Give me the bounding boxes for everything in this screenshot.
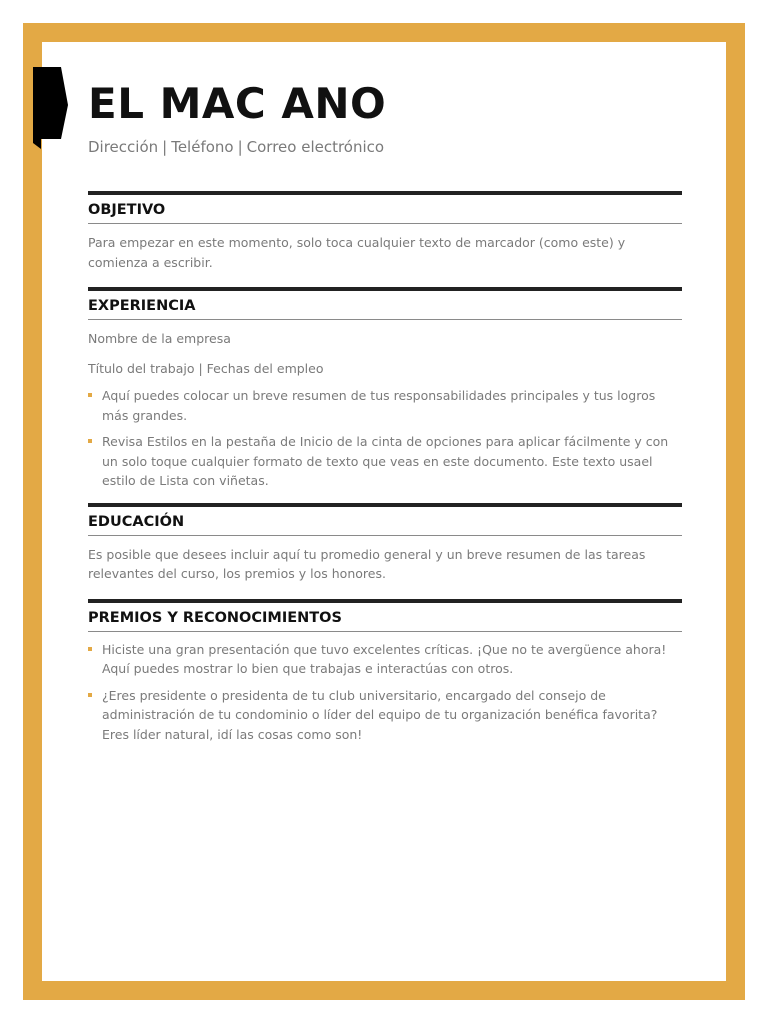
list-item[interactable] — [88, 386, 682, 425]
objective-text[interactable]: Para empezar en este momento, solo toca cualquier texto de marcador (como este) y comienza a escribir. — [88, 235, 626, 270]
header-tab-marker — [33, 67, 69, 149]
list-item[interactable] — [88, 686, 682, 745]
section-heading-experience[interactable]: EXPERIENCIA — [88, 287, 682, 320]
bullet-text: Revisa Estilos en la pestaña de Inicio de la cinta de opciones para aplicar fácilmente y con un solo toque cualquier formato de texto que veas en este documento. Este texto usael estilo de Lista con viñetas. — [102, 434, 669, 488]
section-heading-awards[interactable]: PREMIOS Y RECONOCIMIENTOS — [88, 599, 682, 632]
contact-separator: | — [237, 138, 243, 156]
bullet-text: ¿Eres presidente o presidenta de tu club universitario, encargado del consejo de administración de tu condominio o líder del equipo de tu organización benéfica favorita? Eres líder natural, idí las cosas como son! — [102, 687, 658, 742]
contact-separator: | — [162, 138, 168, 156]
bullet-text: Hiciste una gran presentación que tuvo excelentes críticas. ¡Que no te avergüence ahora! Aquí puedes mostrar lo bien que trabajas e interactúas con otros. — [102, 641, 667, 676]
list-item[interactable] — [88, 432, 682, 491]
resume-name[interactable]: EL MAC ANO — [88, 79, 387, 128]
bullet-icon — [88, 693, 92, 697]
section-heading-education[interactable]: EDUCACIÓN — [88, 503, 682, 536]
address-field[interactable]: Dirección — [88, 138, 159, 156]
section-awards — [88, 599, 682, 745]
bullet-icon — [88, 393, 92, 397]
company-name[interactable]: Nombre de la empresa — [88, 331, 231, 346]
contact-line — [88, 138, 682, 156]
experience-bullet-list — [88, 386, 682, 491]
section-experience — [88, 287, 682, 491]
resume-body — [88, 80, 682, 751]
bullet-text: Aquí puedes colocar un breve resumen de tus responsabilidades principales y tus logros más grandes. — [102, 388, 656, 423]
section-objective — [88, 191, 682, 272]
job-title-dates[interactable]: Título del trabajo | Fechas del empleo — [88, 360, 324, 376]
section-heading-objective[interactable]: OBJETIVO — [88, 191, 682, 224]
awards-bullet-list — [88, 640, 682, 745]
section-education — [88, 503, 682, 584]
bullet-icon — [88, 439, 92, 443]
email-field[interactable]: Correo electrónico — [246, 138, 385, 156]
bullet-icon — [88, 647, 92, 651]
phone-field[interactable]: Teléfono — [171, 138, 234, 156]
education-text[interactable]: Es posible que desees incluir aquí tu promedio general y un breve resumen de las tareas relevantes del curso, los premios y los honores. — [88, 546, 646, 581]
list-item[interactable] — [88, 640, 682, 679]
